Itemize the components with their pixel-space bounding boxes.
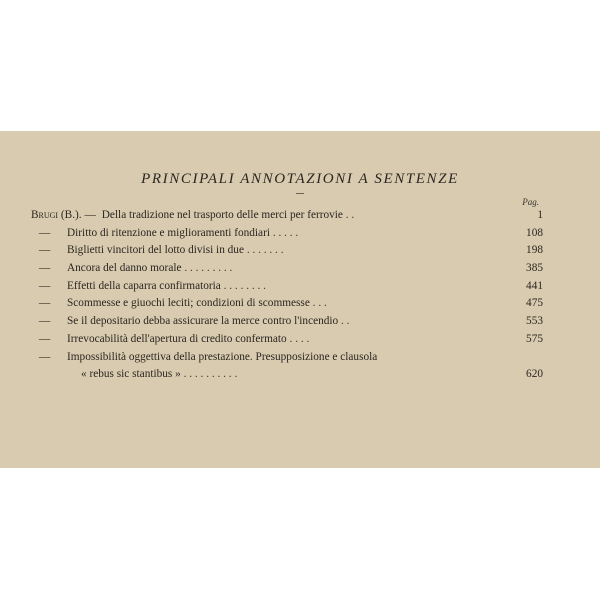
entry-text: « rebus sic stantibus »	[81, 368, 181, 381]
list-item	[31, 313, 543, 331]
entry-lead: —	[39, 279, 51, 292]
entry-lead: —	[39, 350, 51, 363]
entry-page-number: 553	[526, 315, 543, 328]
entry-leader-dots: . .	[341, 315, 350, 328]
page-column-label: Pag.	[522, 197, 539, 207]
entry-text: Impossibilità oggettiva della prestazione. Presupposizione e clausola	[67, 350, 378, 363]
entry-page-number: 1	[537, 209, 543, 221]
list-item	[31, 207, 543, 225]
entry-text: Scommesse e giuochi leciti; condizioni di scommesse	[67, 297, 310, 310]
entry-leader-dots: . . . . . . . . .	[184, 262, 233, 275]
entry-page-number: 441	[526, 279, 543, 292]
list-item	[31, 260, 543, 278]
entry-text: Irrevocabilità dell'apertura di credito confermato	[67, 332, 287, 345]
entry-page-number: 385	[526, 262, 543, 275]
list-item	[31, 366, 543, 384]
entry-leader-dots: . . . .	[289, 332, 310, 345]
list-item	[31, 331, 543, 349]
entry-leader-dots: . .	[345, 209, 355, 221]
entry-page-number: 108	[526, 226, 543, 239]
entry-leader-dots: . . . . . . .	[246, 244, 284, 257]
entry-lead: —	[39, 297, 51, 310]
entry-page-number: 475	[526, 297, 543, 310]
entry-lead: —	[39, 315, 51, 328]
entry-page-number: 198	[526, 244, 543, 257]
entry-page-number: 575	[526, 332, 543, 345]
entry-text: Ancora del danno morale	[67, 262, 182, 275]
entry-text: Biglietti vincitori del lotto divisi in due	[67, 244, 244, 257]
entry-lead: —	[39, 226, 51, 239]
page-title: PRINCIPALI ANNOTAZIONI A SENTENZE	[141, 171, 459, 187]
title-rule-mark	[296, 193, 304, 194]
entry-text: Diritto di ritenzione e miglioramenti fondiari	[67, 226, 270, 239]
entry-leader-dots: . . . . . . . .	[223, 279, 266, 292]
list-item	[31, 278, 543, 296]
entry-text: Effetti della caparra confirmatoria	[67, 279, 221, 292]
list-item	[31, 295, 543, 313]
entry-text: Se il depositario debba assicurare la merce contro l'incendio	[67, 315, 339, 328]
entry-leader-dots: . . . . .	[272, 226, 299, 239]
entry-lead: Brugi (B.). —	[31, 209, 96, 221]
entry-lead: —	[39, 244, 51, 257]
entry-lead: —	[39, 262, 51, 275]
book-page	[0, 131, 600, 468]
entry-lead: —	[39, 332, 51, 345]
list-item	[31, 242, 543, 260]
list-item	[31, 225, 543, 243]
list-item	[31, 349, 543, 367]
annotations-list	[31, 207, 543, 384]
entry-text: Della tradizione nel trasporto delle merci per ferrovie	[101, 209, 343, 221]
entry-leader-dots: . . . . . . . . . .	[183, 368, 238, 381]
entry-leader-dots: . . .	[312, 297, 327, 310]
entry-page-number: 620	[526, 368, 543, 381]
